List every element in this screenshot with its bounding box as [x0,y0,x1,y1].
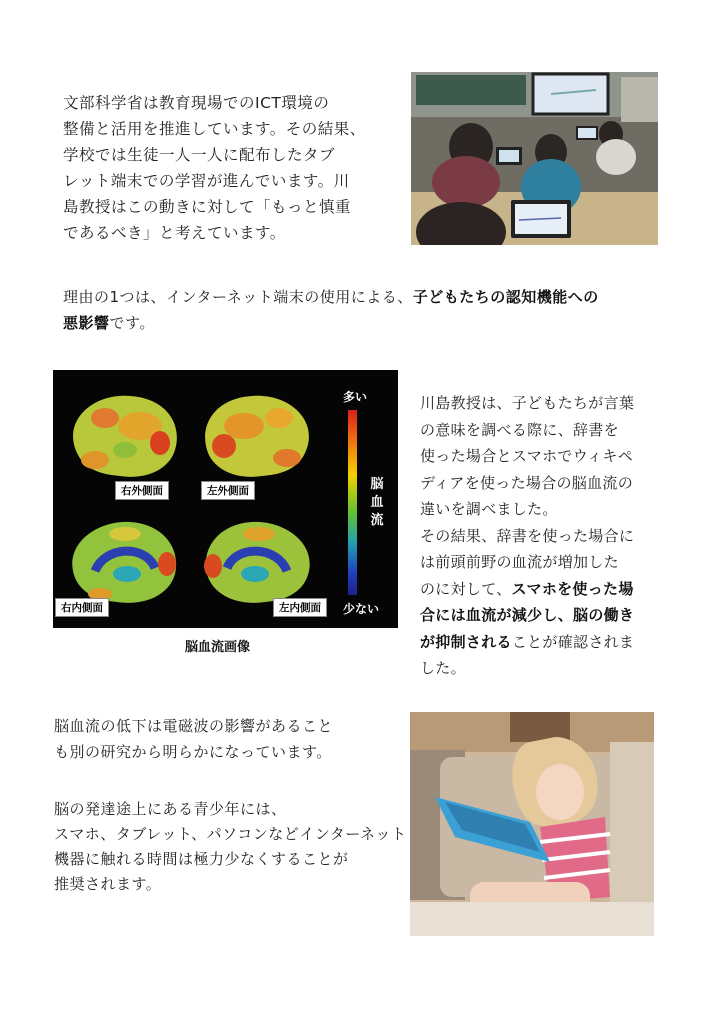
brain-blood-flow-figure [53,370,398,628]
reason-emphasis: 悪影響 [63,314,110,332]
label-left-outer: 左外側面 [201,481,255,500]
brain-left-outer-image [199,388,317,484]
classroom-photo [411,72,658,245]
intro-line: 整備と活用を推進しています。その結果、 [63,120,366,138]
reason-text: 理由の1つは、インターネット端末の使用による、 [63,288,413,306]
child-with-tablet-photo [410,712,654,936]
legend-high-label: 多い [343,390,368,404]
intro-line: であるべき」と考えています。 [63,224,286,242]
study-paragraph: 川島教授は、子どもたちが言葉 の意味を調べる際に、辞書を 使った場合とスマホでウィキペ ディアを使った場合の脳血流の 違いを調べました。 その結果、辞書を使った場合に は前頭前野の血流が増加した のに対して、スマホを使った場 合には血流が減少し、脳の働き が抑制されることが確認されま した。 [420,394,635,677]
intro-line: 学校では生徒一人一人に配布したタブ [63,146,336,164]
intro-line: 島教授はこの動きに対して「もっと慎重 [63,198,352,216]
label-left-inner: 左内側面 [273,598,327,617]
intro-paragraph [63,90,366,246]
label-right-inner: 右内側面 [55,598,109,617]
study-emphasis: 合には血流が減少し、 [420,606,574,624]
em-paragraph: 脳血流の低下は電磁波の影響があること も別の研究から明らかになっています。 [54,717,334,761]
figure-caption: 脳血流画像 [185,640,251,655]
legend-title: 脳 血 流 [370,477,384,528]
label-right-outer: 右外側面 [115,481,169,500]
reason-text: です。 [109,314,155,332]
advice-paragraph: 脳の発達途上にある青少年には、 スマホ、タブレット、パソコンなどインターネット 機器に触れる時間は極力少なくすることが 推奨されます。 [54,800,407,893]
brain-right-inner-image [65,516,183,608]
legend-low-label: 少ない [343,602,380,616]
intro-line: 文部科学省は教育現場でのICT環境の [63,94,330,112]
study-emphasis: スマホを使った場 [511,579,634,598]
brain-right-outer-image [65,388,183,484]
reason-paragraph [63,284,599,336]
intro-line: レット端末での学習が進んでいます。川 [63,172,350,190]
color-scale-bar [348,410,357,595]
study-emphasis: が抑制される [420,632,512,651]
brain-left-inner-image [199,516,317,608]
reason-emphasis: 子どもたちの認知機能への [412,288,599,306]
